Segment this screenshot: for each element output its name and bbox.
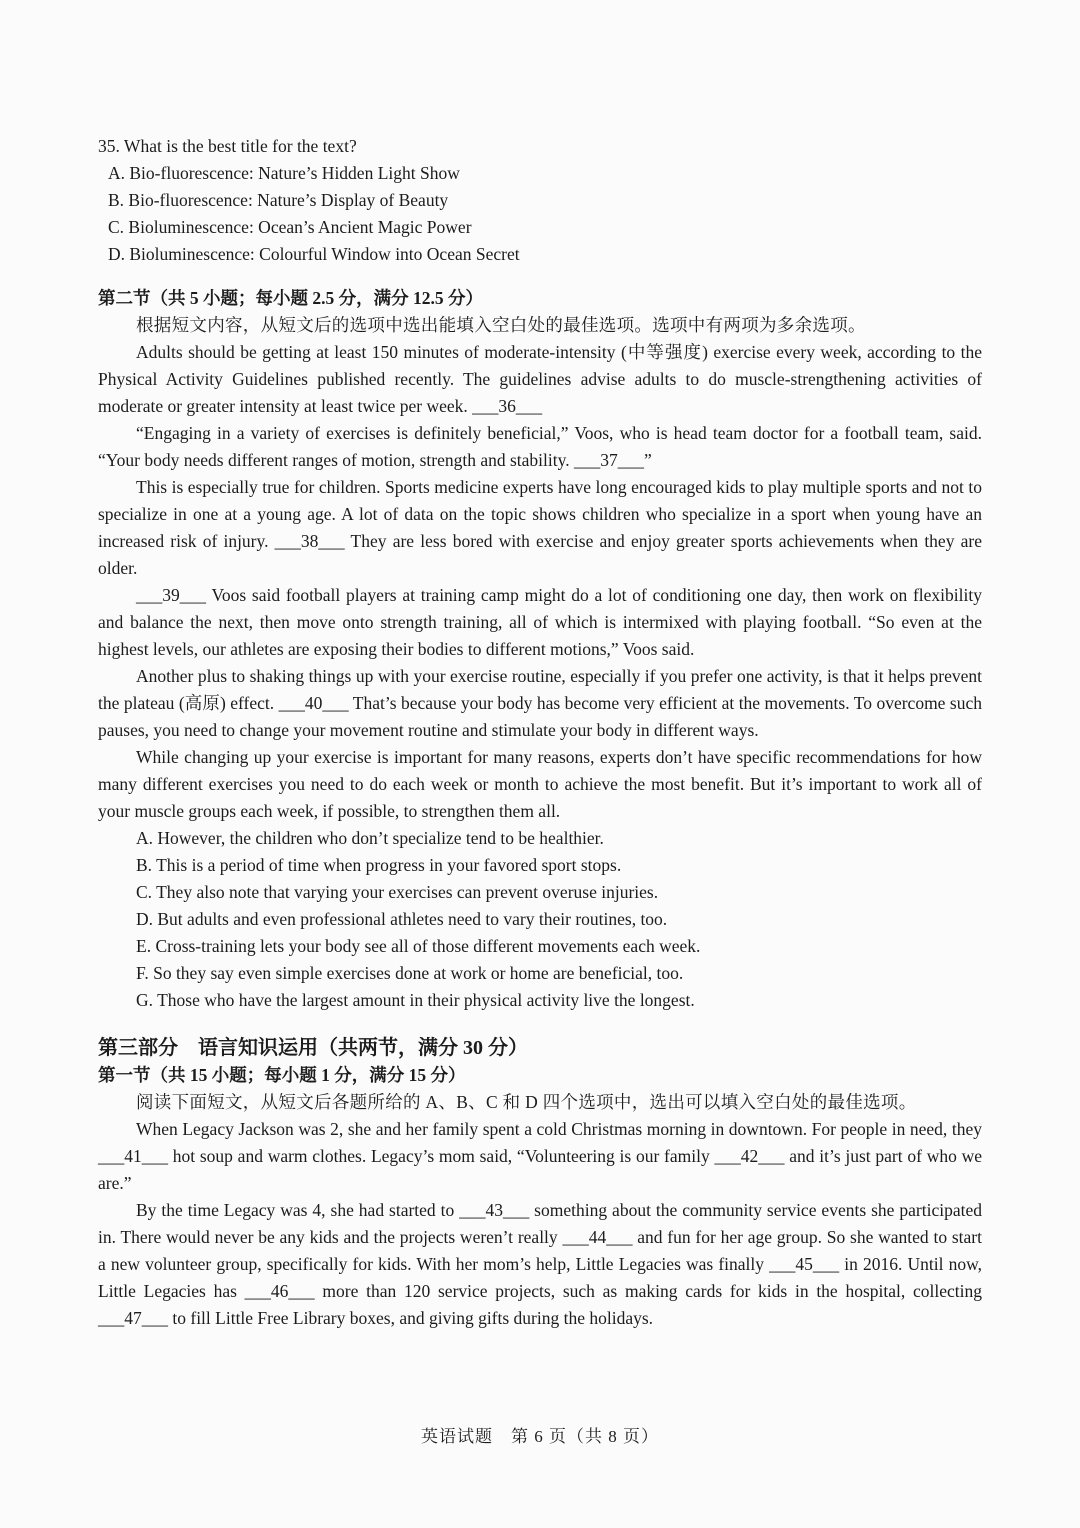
passage-paragraph: “Engaging in a variety of exercises is definitely beneficial,” Voos, who is head team doctor for a football team, said. “Your body needs different ranges of motion, strength and stability. ___37___” bbox=[98, 423, 982, 470]
section-2-instruction: 根据短文内容，从短文后的选项中选出能填入空白处的最佳选项。选项中有两项为多余选项。 bbox=[136, 315, 866, 335]
passage-paragraph: Adults should be getting at least 150 minutes of moderate-intensity (中等强度) exercise every week, according to the Physical Activity Guidelines published recently. The guidelines advise adults to do muscle-strengthening activities of moderate or greater intensity at least twice per week. ___36___ bbox=[98, 342, 982, 416]
passage-paragraph: When Legacy Jackson was 2, she and her family spent a cold Christmas morning in downtown. For people in need, they ___41___ hot soup and warm clothes. Legacy’s mom said, “Volunteering is our family ___42___ and it’s just part of who we are.” bbox=[98, 1119, 982, 1193]
passage-paragraph: Another plus to shaking things up with your exercise routine, especially if you prefer one activity, is that it helps prevent the plateau (高原) effect. ___40___ That’s because your body has become very efficient at the movements. To overcome such pauses, you need to change your movement routine and stimulate your body in different ways. bbox=[98, 666, 982, 740]
exam-page bbox=[98, 133, 982, 1332]
question-35: 35. What is the best title for the text? bbox=[98, 136, 357, 156]
passage-paragraph: While changing up your exercise is important for many reasons, experts don’t have specific recommendations for how many different exercises you need to do each week or month to achieve the most benefit. But it’s important to work all of your muscle groups each week, if possible, to strengthen them all. bbox=[98, 747, 982, 821]
choice-d: D. But adults and even professional athletes need to vary their routines, too. bbox=[136, 909, 668, 929]
q35-option-b: B. Bio-fluorescence: Nature’s Display of Beauty bbox=[108, 190, 449, 210]
choice-e: E. Cross-training lets your body see all of those different movements each week. bbox=[136, 936, 701, 956]
part-3-section-1-heading: 第一节（共 15 小题；每小题 1 分，满分 15 分） bbox=[98, 1065, 466, 1085]
passage-paragraph: ___39___ Voos said football players at training camp might do a lot of conditioning one day, then work on flexibility and balance the next, then move onto strength training, all of which is intermixed with playing football. “So even at the highest levels, our athletes are exposing their bodies to different motions,” Voos said. bbox=[98, 585, 982, 659]
choice-c: C. They also note that varying your exercises can prevent overuse injuries. bbox=[136, 882, 659, 902]
choice-f: F. So they say even simple exercises done at work or home are beneficial, too. bbox=[136, 963, 684, 983]
choice-b: B. This is a period of time when progress in your favored sport stops. bbox=[136, 855, 622, 875]
q35-option-a: A. Bio-fluorescence: Nature’s Hidden Light Show bbox=[108, 163, 460, 183]
passage-paragraph: By the time Legacy was 4, she had started to ___43___ something about the community service events she participated in. There would never be any kids and the projects weren’t really ___44___ and fun for her age group. So she wanted to start a new volunteer group, specifically for kids. With her mom’s help, Little Legacies was finally ___45___ in 2016. Until now, Little Legacies has ___46___ more than 120 service projects, such as making cards for kids in the hospital, collecting ___47___ to fill Little Free Library boxes, and giving gifts during the holidays. bbox=[98, 1200, 982, 1328]
choice-a: A. However, the children who don’t specialize tend to be healthier. bbox=[136, 828, 604, 848]
part-3-heading: 第三部分 语言知识运用（共两节，满分 30 分） bbox=[98, 1037, 528, 1059]
page-footer: 英语试题 第 6 页（共 8 页） bbox=[421, 1427, 659, 1446]
section-2-heading: 第二节（共 5 小题；每小题 2.5 分，满分 12.5 分） bbox=[98, 288, 483, 308]
q35-option-c: C. Bioluminescence: Ocean’s Ancient Magic Power bbox=[108, 217, 472, 237]
passage-paragraph: This is especially true for children. Sports medicine experts have long encouraged kids to play multiple sports and not to specialize in one at a young age. A lot of data on the topic shows children who specialize in a sport when young have an increased risk of injury. ___38___ They are less bored with exercise and enjoy greater sports achievements when they are older. bbox=[98, 477, 982, 578]
q35-option-d: D. Bioluminescence: Colourful Window into Ocean Secret bbox=[108, 244, 520, 264]
choice-g: G. Those who have the largest amount in their physical activity live the longest. bbox=[136, 990, 695, 1010]
part-3-instruction: 阅读下面短文，从短文后各题所给的 A、B、C 和 D 四个选项中，选出可以填入空白处的最佳选项。 bbox=[136, 1092, 917, 1112]
